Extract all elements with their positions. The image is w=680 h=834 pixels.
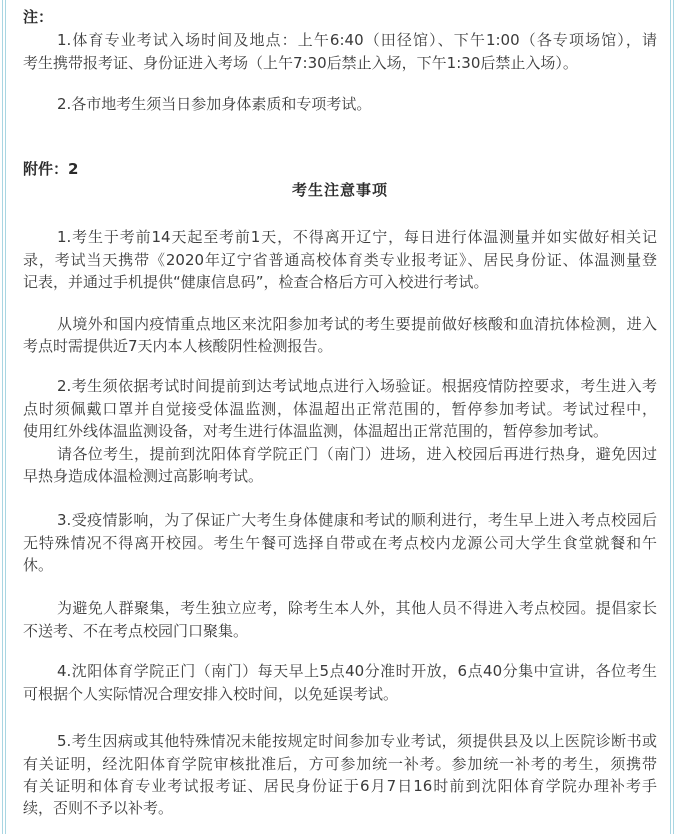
text-line: 考点时需提供近7天内本人核酸阴性检测报告。	[23, 337, 333, 355]
text-line: 续，否则不予以补考。	[23, 799, 174, 817]
text-line: 3.受疫情影响，为了保证广大考生身体健康和考试的顺利进行，考生早上进入考点校园后	[57, 511, 657, 529]
text-line: 请各位考生，提前到沈阳体育学院正门（南门）进场，进入校园后再进行热身，避免因过	[57, 445, 657, 463]
text-line: 无特殊情况不得离开校园。考生午餐可选择自带或在考点校内龙源公司大学生食堂就餐和午	[23, 534, 657, 552]
text-line: 1.体育专业考试入场时间及地点：上午6:40（田径馆）、下午1:00（各专项场馆），请	[57, 31, 657, 49]
text-line: 不送考、不在考点校园门口聚集。	[23, 622, 249, 640]
text-line: 从境外和国内疫情重点地区来沈阳参加考试的考生要提前做好核酸和血清抗体检测，进入	[57, 315, 657, 333]
attachment-label: 附件：2	[23, 160, 79, 178]
notes-heading: 注：	[23, 8, 54, 26]
text-line: 记表，并通过手机提供“健康信息码”，检查合格后方可入校进行考试。	[23, 273, 489, 291]
text-line: 点时须佩戴口罩并自觉接受体温监测，体温超出正常范围的，暂停参加考试。考试过程中，	[23, 400, 657, 418]
text-line: 1.考生于考前14天起至考前1天，不得离开辽宁，每日进行体温测量并如实做好相关记	[57, 228, 657, 246]
text-line: 早热身造成体温检测过高影响考试。	[23, 467, 264, 485]
text-line: 2.各市地考生须当日参加身体素质和专项考试。	[57, 95, 372, 113]
text-line: 可根据个人实际情况合理安排入校时间，以免延误考试。	[23, 685, 399, 703]
text-line: 使用红外线体温监测设备，对考生进行体温监测，体温超出正常范围的，暂停参加考试。	[23, 422, 609, 440]
attachment-title: 考生注意事项	[291, 181, 388, 199]
text-line: 录，考试当天携带《2020年辽宁省普通高校体育类专业报考证》、居民身份证、体温测量登	[23, 251, 657, 269]
text-line: 休。	[23, 556, 54, 574]
text-line: 为避免人群聚集，考生独立应考，除考生本人外，其他人员不得进入考点校园。提倡家长	[57, 599, 657, 617]
text-line: 5.考生因病或其他特殊情况未能按规定时间参加专业考试，须提供县及以上医院诊断书或	[57, 732, 657, 750]
text-line: 4.沈阳体育学院正门（南门）每天早上5点40分准时开放，6点40分集中宣讲，各位考生	[57, 662, 657, 680]
text-line: 考生携带报考证、身份证进入考场（上午7:30后禁止入场，下午1:30后禁止入场）。	[23, 54, 578, 72]
text-line: 有关证明，经沈阳体育学院审核批准后，方可参加统一补考。参加统一补考的考生，须携带	[23, 755, 657, 773]
text-line: 有关证明和体育专业考试报考证、居民身份证于6月7日16时前到沈阳体育学院办理补考手	[23, 777, 657, 795]
text-line: 2.考生须依据考试时间提前到达考试地点进行入场验证。根据疫情防控要求，考生进入考	[57, 377, 657, 395]
